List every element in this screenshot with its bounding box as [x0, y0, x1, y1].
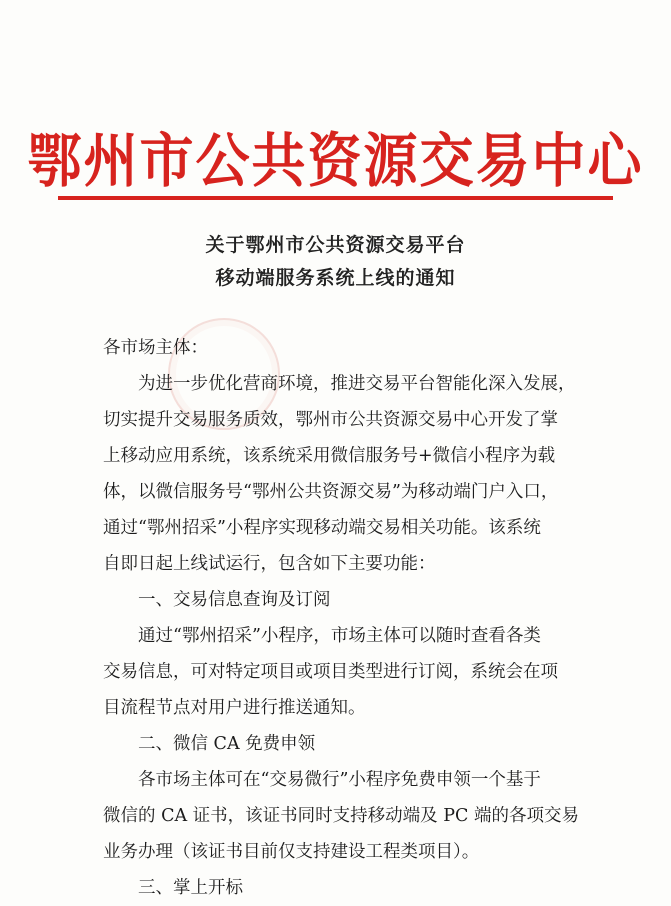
salutation: 各市场主体： [103, 338, 208, 358]
body-line: 体，以微信服务号“鄂州公共资源交易”为移动端门户入口， [103, 482, 559, 502]
body-line: 目流程节点对用户进行推送通知。 [103, 698, 366, 718]
notice-body [103, 330, 593, 906]
section-heading-1: 一、交易信息查询及订阅 [138, 590, 331, 610]
body-line: 自即日起上线试运行，包含如下主要功能： [103, 554, 436, 574]
body-line: 通过“鄂州招采”小程序，市场主体可以随时查看各类 [138, 626, 541, 646]
body-line: 切实提升交易服务质效，鄂州市公共资源交易中心开发了掌 [103, 410, 558, 430]
body-line: 交易信息，可对特定项目或项目类型进行订阅，系统会在项 [103, 662, 558, 682]
body-line: 上移动应用系统，该系统采用微信服务号+微信小程序为载 [103, 446, 556, 466]
org-letterhead-title: 鄂州市公共资源交易中心 [27, 125, 644, 195]
section-heading-2: 二、微信 CA 免费申领 [138, 734, 316, 754]
body-line: 业务办理（该证书目前仅支持建设工程类项目）。 [103, 842, 480, 862]
section-heading-3: 三、掌上开标 [138, 878, 243, 898]
notice-title-line-2: 移动端服务系统上线的通知 [215, 267, 456, 289]
body-line: 各市场主体可在“交易微行”小程序免费申领一个基于 [138, 770, 541, 790]
body-line: 微信的 CA 证书，该证书同时支持移动端及 PC 端的各项交易 [103, 806, 579, 826]
notice-title-line-1: 关于鄂州市公共资源交易平台 [205, 234, 466, 256]
body-line: 为进一步优化营商环境，推进交易平台智能化深入发展， [138, 374, 576, 394]
body-line: 通过“鄂州招采”小程序实现移动端交易相关功能。该系统 [103, 518, 541, 538]
letterhead-red-rule [58, 196, 613, 200]
